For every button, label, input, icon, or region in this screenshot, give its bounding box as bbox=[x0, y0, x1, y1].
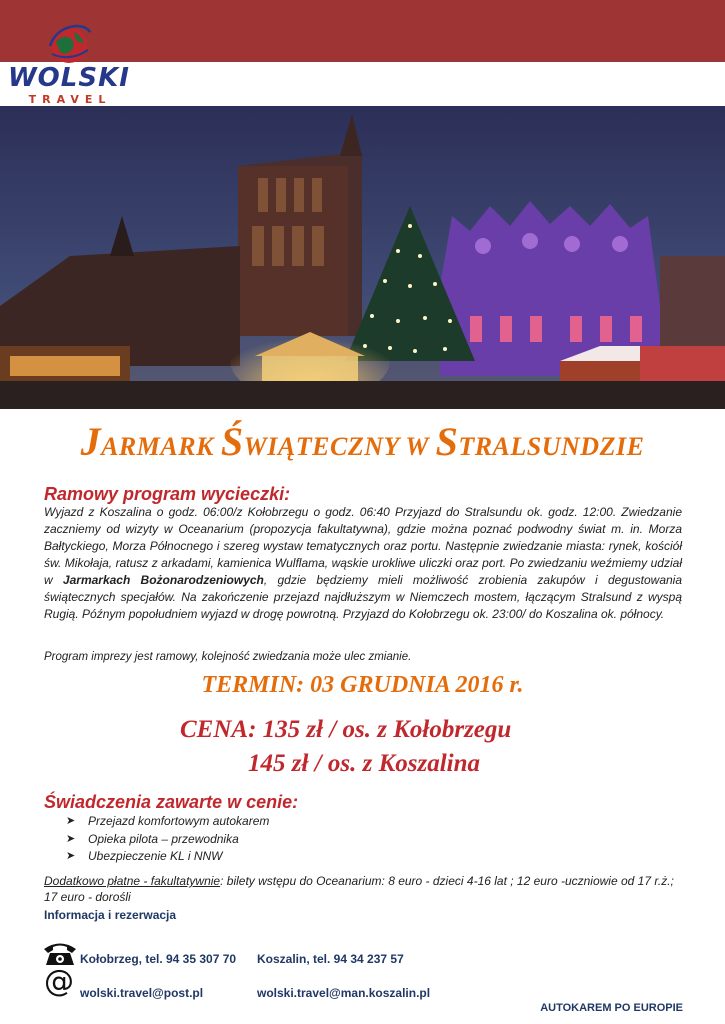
hero-photo bbox=[0, 106, 725, 409]
wolski-travel-logo[interactable] bbox=[8, 18, 128, 110]
bullet-arrow-icon: ➤ bbox=[66, 850, 76, 862]
page-title bbox=[0, 420, 725, 469]
title-rest-3: TRALSUNDZIE bbox=[458, 432, 645, 461]
list-item bbox=[66, 848, 269, 866]
program-heading: Ramowy program wycieczki: bbox=[44, 484, 291, 504]
contact-heading: Informacja i rezerwacja bbox=[44, 908, 177, 922]
logo-subtitle: TRAVEL bbox=[28, 93, 112, 106]
price-kolobrzeg: CENA: 135 zł / os. z Kołobrzegu bbox=[180, 716, 512, 743]
list-item bbox=[66, 831, 269, 849]
included-heading: Świadczenia zawarte w cenie: bbox=[44, 792, 299, 812]
globe-logo-icon bbox=[46, 20, 92, 66]
phone-kolobrzeg[interactable]: Kołobrzeg, tel. 94 35 307 70 bbox=[80, 952, 237, 966]
bullet-arrow-icon: ➤ bbox=[66, 815, 76, 827]
included-list bbox=[66, 813, 269, 866]
extra-paid-label: Dodatkowo płatne - fakultatywnie bbox=[44, 874, 221, 888]
title-rest-2: WIĄTECZNY W bbox=[243, 432, 436, 461]
extra-paid-info bbox=[44, 873, 684, 905]
program-text-part-2: , gdzie będziemy mieli możliwość zrobienia zakupów i degustowania świątecznych specjałów. Na zakończenie przejazd najdłuższym w Niemczech mostem, łączącym Stralsund z wyspą Rugią. Późnym popołudniem wyjazd w drogę powrotną. Przyjazd do Kołobrzegu ok. 23:00/ do Koszalina ok. północy. bbox=[44, 573, 683, 621]
title-cap-2: Ś bbox=[220, 419, 244, 464]
program-text-part-1: Wyjazd z Koszalina o godz. 06:00/z Kołobrzegu o godz. 06:40 Przyjazd do Stralsundu ok. godz. 12:00. Zwiedzanie zaczniemy od wizyty w Oceanarium (propozycja fakultatywna), gdzie można poznać podwodny świat m. in. Morza Bałtyckiego, Morza Północnego i szereg wystaw tematycznych oraz portu. Następnie zwiedzanie miasta: rynek, kościół św. Mikołaja, ratusz z arkadami, kamienica Wulflama, wąskie urokliwe uliczki oraz port. Po zwiedzaniu weźmiemy udział w bbox=[44, 505, 682, 587]
email-koszalin[interactable]: wolski.travel@man.koszalin.pl bbox=[257, 986, 431, 1000]
telephone-icon bbox=[42, 940, 78, 966]
program-note: Program imprezy jest ramowy, kolejność zwiedzania może ulec zmianie. bbox=[44, 651, 412, 663]
title-rest-1: ARMARK bbox=[101, 432, 221, 461]
trip-date: TERMIN: 03 GRUDNIA 2016 r. bbox=[201, 672, 524, 698]
list-item bbox=[66, 813, 269, 831]
phone-koszalin[interactable]: Koszalin, tel. 94 34 237 57 bbox=[257, 952, 404, 966]
email-post[interactable]: wolski.travel@post.pl bbox=[80, 986, 204, 1000]
program-text-bold: Jarmarkach Bożonarodzeniowych bbox=[62, 573, 264, 587]
title-cap-1: J bbox=[80, 419, 102, 464]
included-item-3: Ubezpieczenie KL i NNW bbox=[88, 849, 223, 863]
logo-wordmark: WOLSKI bbox=[8, 63, 130, 93]
price-koszalin: 145 zł / os. z Koszalina bbox=[248, 750, 481, 777]
bullet-arrow-icon: ➤ bbox=[66, 832, 76, 845]
extra-paid-text: : bilety wstępu do Oceanarium: 8 euro - dzieci 4-16 lat ; 12 euro -uczniowie od 17 r.ż.; 17 euro - dorośli bbox=[44, 874, 674, 904]
title-cap-3: S bbox=[435, 419, 459, 464]
program-text bbox=[44, 504, 682, 623]
email-at-icon: @ bbox=[44, 964, 74, 999]
footer-tagline: AUTOKAREM PO EUROPIE bbox=[540, 1002, 683, 1014]
included-item-1: Przejazd komfortowym autokarem bbox=[88, 814, 270, 828]
included-item-2: Opieka pilota – przewodnika bbox=[88, 831, 239, 846]
